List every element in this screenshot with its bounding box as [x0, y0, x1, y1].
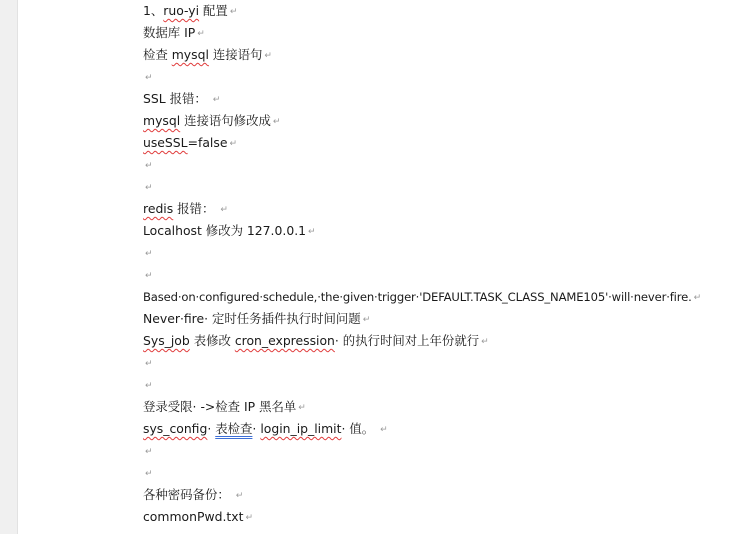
paragraph-mark-icon: ↵	[481, 337, 489, 347]
paragraph-mark-icon: ↵	[197, 29, 205, 39]
paragraph-mark-icon: ↵	[229, 139, 237, 149]
paragraph-mark-icon: ↵	[220, 205, 228, 215]
paragraph-mark-icon: ↵	[362, 315, 371, 325]
text-run: 数据库 IP	[143, 25, 196, 40]
paragraph-6[interactable]	[143, 110, 731, 132]
text-run: 各种密码备份：	[143, 487, 230, 502]
paragraph-24[interactable]	[143, 506, 731, 528]
spell-flag-ruo-yi[interactable]: ruo-yi	[163, 3, 200, 18]
text-run: ·	[252, 421, 261, 436]
paragraph-mark-icon: ↵	[145, 161, 153, 171]
grammar-flag-table-check[interactable]: 表检查	[215, 421, 253, 436]
paragraph-11[interactable]	[143, 220, 731, 242]
text-run: 报错：	[173, 201, 215, 216]
paragraph-15[interactable]	[143, 308, 731, 330]
paragraph-mark-icon: ↵	[145, 249, 153, 259]
empty-paragraph[interactable]	[143, 462, 731, 484]
empty-paragraph[interactable]	[143, 154, 731, 176]
spell-flag-cron-expression[interactable]: cron_expression	[234, 333, 335, 348]
paragraph-mark-icon: ↵	[693, 293, 702, 303]
spell-flag-mysql[interactable]: mysql	[143, 113, 181, 128]
paragraph-mark-icon: ↵	[272, 117, 281, 127]
text-run: 检查	[143, 47, 172, 62]
paragraph-mark-icon: ↵	[245, 513, 253, 523]
paragraph-20[interactable]	[143, 418, 731, 440]
text-run: Localhost 修改为 127.0.0.1	[143, 223, 307, 238]
paragraph-16[interactable]	[143, 330, 731, 352]
paragraph-mark-icon: ↵	[298, 403, 306, 413]
empty-paragraph[interactable]	[143, 66, 731, 88]
spell-flag-usessl[interactable]: useSSL	[143, 135, 188, 150]
paragraph-19[interactable]	[143, 396, 731, 418]
paragraph-2[interactable]	[143, 22, 731, 44]
paragraph-mark-icon: ↵	[229, 7, 238, 17]
paragraph-mark-icon: ↵	[145, 381, 153, 391]
paragraph-mark-icon: ↵	[235, 491, 244, 501]
paragraph-mark-icon: ↵	[145, 469, 153, 479]
empty-paragraph[interactable]	[143, 440, 731, 462]
paragraph-mark-icon: ↵	[145, 359, 153, 369]
paragraph-mark-icon: ↵	[308, 227, 316, 237]
paragraph-mark-icon: ↵	[145, 73, 153, 83]
empty-paragraph[interactable]	[143, 176, 731, 198]
paragraph-23[interactable]	[143, 484, 731, 506]
paragraph-mark-icon: ↵	[145, 183, 153, 193]
text-run: ·	[207, 421, 216, 436]
spell-flag-redis[interactable]: redis	[143, 201, 174, 216]
paragraph-7[interactable]	[143, 132, 731, 154]
paragraph-mark-icon: ↵	[212, 95, 221, 105]
left-margin-gutter	[0, 0, 18, 534]
text-run: 连接语句修改成	[180, 113, 271, 128]
empty-paragraph[interactable]	[143, 264, 731, 286]
paragraph-mark-icon: ↵	[145, 271, 153, 281]
paragraph-mark-icon: ↵	[264, 51, 272, 61]
empty-paragraph[interactable]	[143, 242, 731, 264]
text-run: SSL 报错：	[143, 91, 207, 106]
list-number: 1、	[143, 3, 164, 18]
spell-flag-sys-job[interactable]: Sys_job	[143, 333, 190, 348]
text-run: 配置	[199, 3, 228, 18]
text-run: Based·on·configured·schedule,·the·given·trigger·'DEFAULT.TASK_CLASS_NAME105'·will·never·fire.	[143, 290, 692, 304]
paragraph-3[interactable]	[143, 44, 731, 66]
spell-flag-sys-config[interactable]: sys_config	[143, 421, 208, 436]
paragraph-14[interactable]	[143, 286, 731, 308]
paragraph-mark-icon: ↵	[145, 447, 153, 457]
text-run: · 值。	[341, 421, 375, 436]
empty-paragraph[interactable]	[143, 374, 731, 396]
empty-paragraph[interactable]	[143, 352, 731, 374]
paragraph-1[interactable]	[143, 0, 731, 22]
text-run: 连接语句	[208, 47, 263, 62]
text-run: Never·fire· 定时任务插件执行时间问题	[143, 311, 361, 326]
document-body[interactable]	[143, 0, 731, 528]
text-run: 登录受限· ->检查 IP 黑名单	[143, 399, 297, 414]
paragraph-10[interactable]	[143, 198, 731, 220]
spell-flag-mysql[interactable]: mysql	[171, 47, 209, 62]
text-run: 表修改	[189, 333, 235, 348]
paragraph-5[interactable]	[143, 88, 731, 110]
text-run: commonPwd.txt	[143, 509, 244, 524]
text-run: =false	[187, 135, 228, 150]
spell-flag-login-ip-limit[interactable]: login_ip_limit	[260, 421, 342, 436]
paragraph-mark-icon: ↵	[380, 425, 388, 435]
text-run: · 的执行时间对上年份就行	[334, 333, 480, 348]
